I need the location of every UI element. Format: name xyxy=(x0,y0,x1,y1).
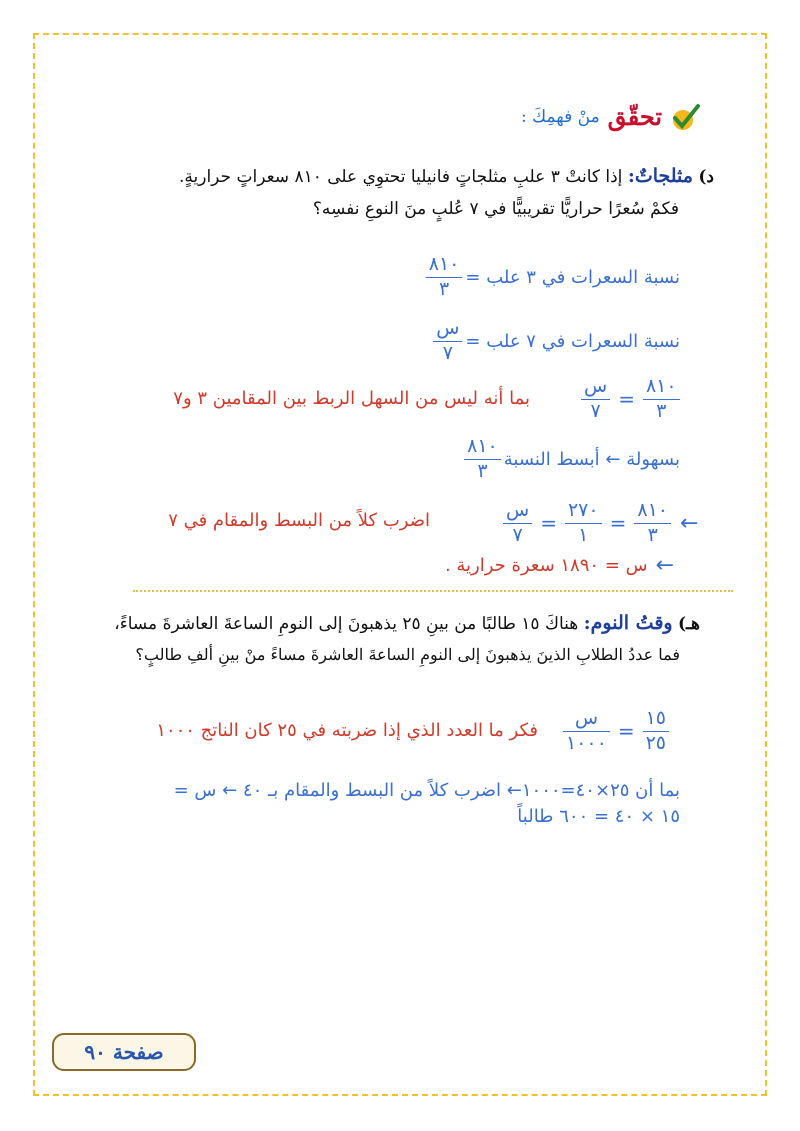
fraction-15-over-25: $\frac{١٥}{٢٥}$ xyxy=(643,708,669,755)
part-h-text1: هناكَ ١٥ طالبًا من بينِ ٢٥ يذهبونَ إلى النومِ الساعةَ العاشرةَ مساءً، xyxy=(114,614,579,634)
dotted-divider xyxy=(133,590,733,592)
fraction-s-over-7-b: $\frac{\text{س}}{٧}$ xyxy=(581,376,610,423)
arrow-left-icon: ← xyxy=(655,553,674,578)
ratio-3-row xyxy=(423,254,680,301)
fraction-s-over-1000: $\frac{\text{س}}{١٠٠٠}$ xyxy=(563,708,610,755)
note-think-25: فكر ما العدد الذي إذا ضربته في ٢٥ كان الناتج ١٠٠٠ xyxy=(156,720,538,741)
ratio-3-label: نسبة السعرات في ٣ علب = xyxy=(465,266,680,288)
simplify-row xyxy=(461,436,680,483)
note-denominators: بما أنه ليس من السهل الربط بين المقامين ٣ و٧ xyxy=(173,388,530,409)
part-h-solution-2: ١٥ × ٤٠ = ٦٠٠ طالباً xyxy=(517,806,680,827)
part-d-line2: فكمْ سُعرًا حراريًّا تقريبيًّا في ٧ عُلبٍ منَ النوعِ نفسِه؟ xyxy=(312,199,679,219)
fraction-270-over-1: $\frac{٢٧٠}{١}$ xyxy=(565,500,602,547)
fraction-810-over-3-d: $\frac{٨١٠}{٣}$ xyxy=(634,500,671,547)
part-d-line1 xyxy=(179,165,714,187)
part-d-letter: د) xyxy=(698,167,714,187)
part-h-proportion: $\frac{\text{س}}{١٠٠٠}$ = $\frac{١٥}{٢٥}$ xyxy=(560,708,672,755)
page-number-badge xyxy=(52,1033,196,1071)
equals-sign: = xyxy=(618,387,635,412)
part-h-line1 xyxy=(114,612,700,634)
page-number-label: صفحة ٩٠ xyxy=(84,1040,164,1064)
part-h-solution-1: بما أن ٢٥×٤٠=١٠٠٠← اضرب كلاً من البسط والمقام بـ ٤٠ ← س = xyxy=(173,780,680,801)
ratio-7-label: نسبة السعرات في ٧ علب = xyxy=(465,330,680,352)
fraction-810-over-3: $\frac{٨١٠}{٣}$ xyxy=(426,254,463,301)
result-text: س = ١٨٩٠ سعرة حرارية . xyxy=(444,555,648,576)
part-d-text1: إذا كانتْ ٣ علبِ مثلجاتٍ فانيليا تحتوِي على ٨١٠ سعراتٍ حراريةٍ. xyxy=(179,167,623,187)
simplify-label: بسهولة ← أبسط النسبة xyxy=(503,448,680,470)
fraction-s-over-7: $\frac{\text{س}}{٧}$ xyxy=(433,318,462,365)
check-rest: منْ فهمِكَ : xyxy=(520,106,600,127)
fraction-810-over-3-b: $\frac{٨١٠}{٣}$ xyxy=(643,376,680,423)
part-h-line2: فما عددُ الطلابِ الذينَ يذهبونَ إلى النومِ الساعةَ العاشرةَ مساءً منْ بينِ ألفِ طالبٍ؟ xyxy=(135,645,680,664)
fraction-s-over-7-c: $\frac{\text{س}}{٧}$ xyxy=(503,500,532,547)
proportion-row xyxy=(578,376,683,423)
ratio-7-row xyxy=(430,318,680,365)
part-h-topic: وقتُ النوم: xyxy=(583,612,673,634)
arrow-left-icon: ← xyxy=(679,510,699,536)
note-multiply-7: اضرب كلاً من البسط والمقام في ٧ xyxy=(168,510,430,531)
chain-row: $\frac{\text{س}}{٧}$ = $\frac{٢٧٠}{١}$ = $\frac{٨١٠}{٣}$ ← xyxy=(500,500,704,547)
part-d-topic: مثلجاتٌ: xyxy=(627,165,693,187)
part-h-letter: هـ) xyxy=(678,614,700,634)
fraction-810-over-3-c: $\frac{٨١٠}{٣}$ xyxy=(464,436,501,483)
checkmark-icon xyxy=(670,103,700,131)
check-word: تحقّق xyxy=(607,102,662,131)
result-row xyxy=(445,553,680,578)
section-header xyxy=(521,102,700,131)
